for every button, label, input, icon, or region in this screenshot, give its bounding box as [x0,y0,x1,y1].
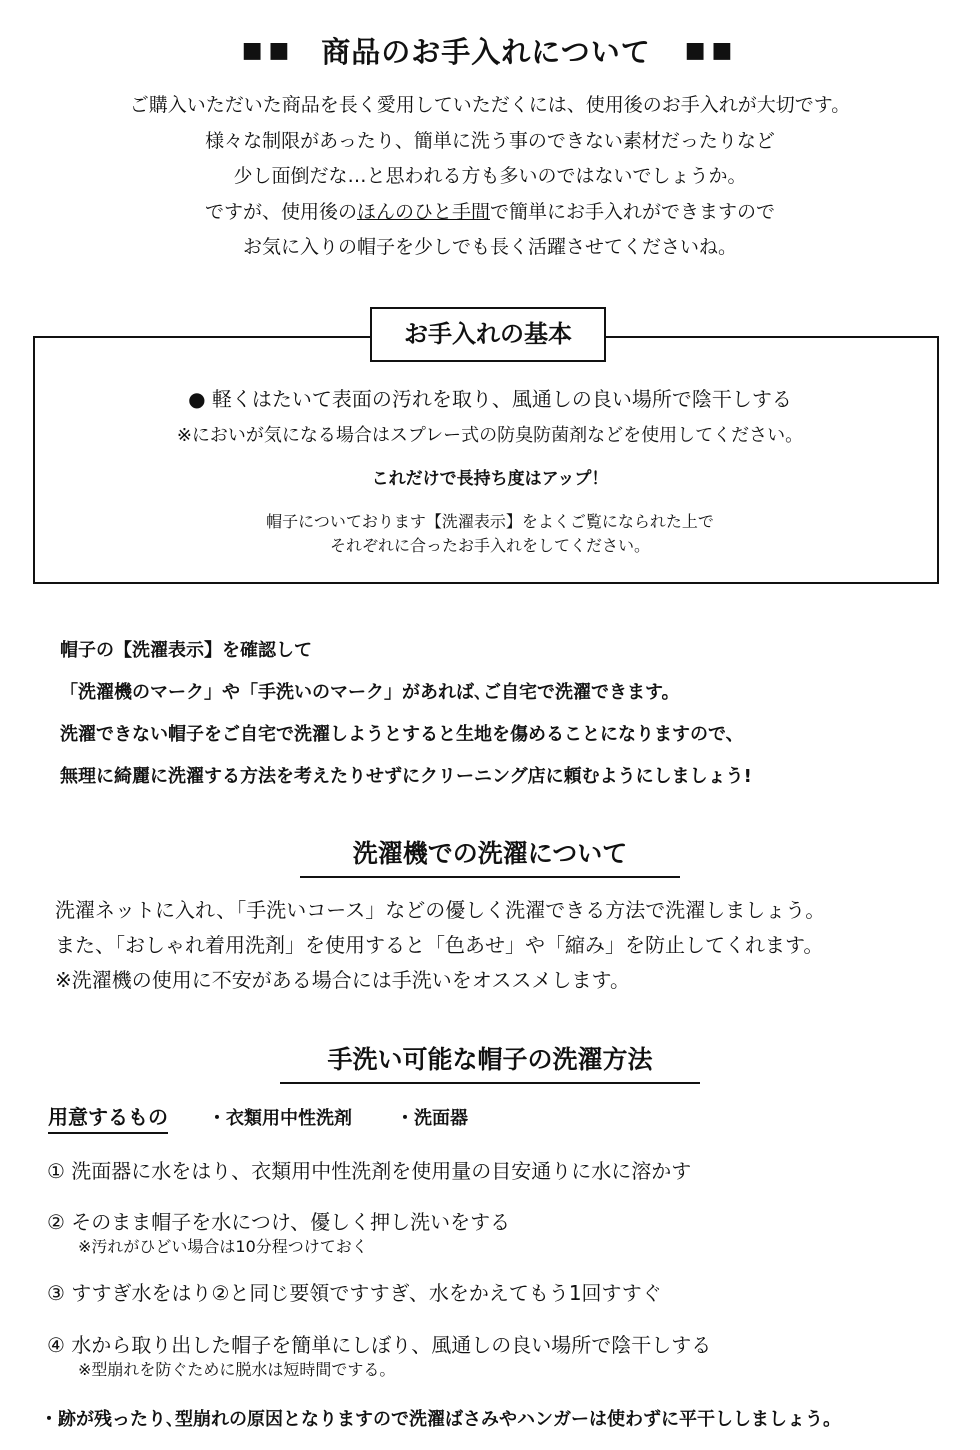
machine-heading: 洗濯機での洗濯について [300,834,680,878]
basics-emphasis: これだけで長持ち度はアップ！ [371,469,609,489]
basics-label: お手入れの基本 [370,307,606,362]
basics-main-text: 軽くはたいて表面の汚れを取り、風通しの良い場所で陰干しする [211,387,792,411]
prep-item: ・洗面器 [396,1108,468,1129]
intro-line: ご購入いただいた商品を長く愛用していただくには、使用後のお手入れが大切です。 [129,94,851,116]
intro-line4-pre: ですが、使用後の [204,200,357,223]
step-4-note: ※型崩れを防ぐために脱水は短時間でする。 [78,1360,396,1379]
bullet-icon: ● [188,387,206,411]
intro-line: 少し面倒だな…と思われる方も多いのではないでしょうか。 [233,165,747,187]
step-1: ① 洗面器に水をはり、衣類用中性洗剤を使用量の目安通りに水に溶かす [47,1159,692,1183]
title-mark-right: ■■ [684,38,739,63]
machine-paragraph [55,893,825,998]
basics-main [0,383,980,412]
basics-note: ※においが気になる場合はスプレー式の防臭防菌剤などを使用してください。 [176,425,804,446]
handwash-heading: 手洗い可能な帽子の洗濯方法 [280,1040,700,1084]
basics-check-line: それぞれに合ったお手入れをしてください。 [329,536,650,555]
prep-label: 用意するもの [48,1101,168,1134]
notice-line: 「洗濯機のマーク」や「手洗いのマーク」があれば､ご自宅で洗濯できます。 [60,682,680,703]
title-mark-left: ■■ [241,38,296,63]
intro-line: お気に入りの帽子を少しでも長く活躍させてくださいね。 [242,236,737,258]
basics-check-line: 帽子についております【洗濯表示】をよくご覧になられた上で [266,512,714,531]
footer-note: ・跡が残ったり､型崩れの原因となりますので洗濯ばさみやハンガーは使わずに平干ししましょう。 [40,1409,841,1430]
notice-line: 無理に綺麗に洗濯する方法を考えたりせずにクリーニング店に頼むようにしましょう! [60,766,752,787]
intro-line: 様々な制限があったり、簡単に洗う事のできない素材だったりなど [205,129,775,152]
notice-line: 帽子の【洗濯表示】を確認して [60,640,312,661]
machine-line: ※洗濯機の使用に不安がある場合には手洗いをオススメします。 [55,968,630,992]
step-3: ③ すすぎ水をはり②と同じ要領ですすぎ、水をかえてもう1回すすぐ [47,1281,662,1305]
intro-line [0,195,980,231]
step-2: ② そのまま帽子を水につけ、優しく押し洗いをする [47,1210,511,1234]
basics-check [0,510,980,558]
intro-emphasis: ほんのひと手間 [356,200,490,223]
step-2-note: ※汚れがひどい場合は10分程つけておく [78,1237,368,1256]
prep-item: ・衣類用中性洗剤 [208,1108,352,1129]
page-title [0,30,980,71]
intro-line4-post: で簡単にお手入れができますので [490,200,776,223]
machine-line: 洗濯ネットに入れ、「手洗いコース」などの優しく洗濯できる方法で洗濯しましょう。 [55,898,826,922]
intro-paragraph [0,88,980,266]
title-text: 商品のお手入れについて [321,35,651,69]
step-4: ④ 水から取り出した帽子を簡単にしぼり、風通しの良い場所で陰干しする [47,1333,712,1357]
machine-line: また、「おしゃれ着用洗剤」を使用すると「色あせ」や「縮み」を防止してくれます。 [55,933,824,957]
notice-line: 洗濯できない帽子をご自宅で洗濯しようとすると生地を傷めることになりますので、 [60,724,744,745]
